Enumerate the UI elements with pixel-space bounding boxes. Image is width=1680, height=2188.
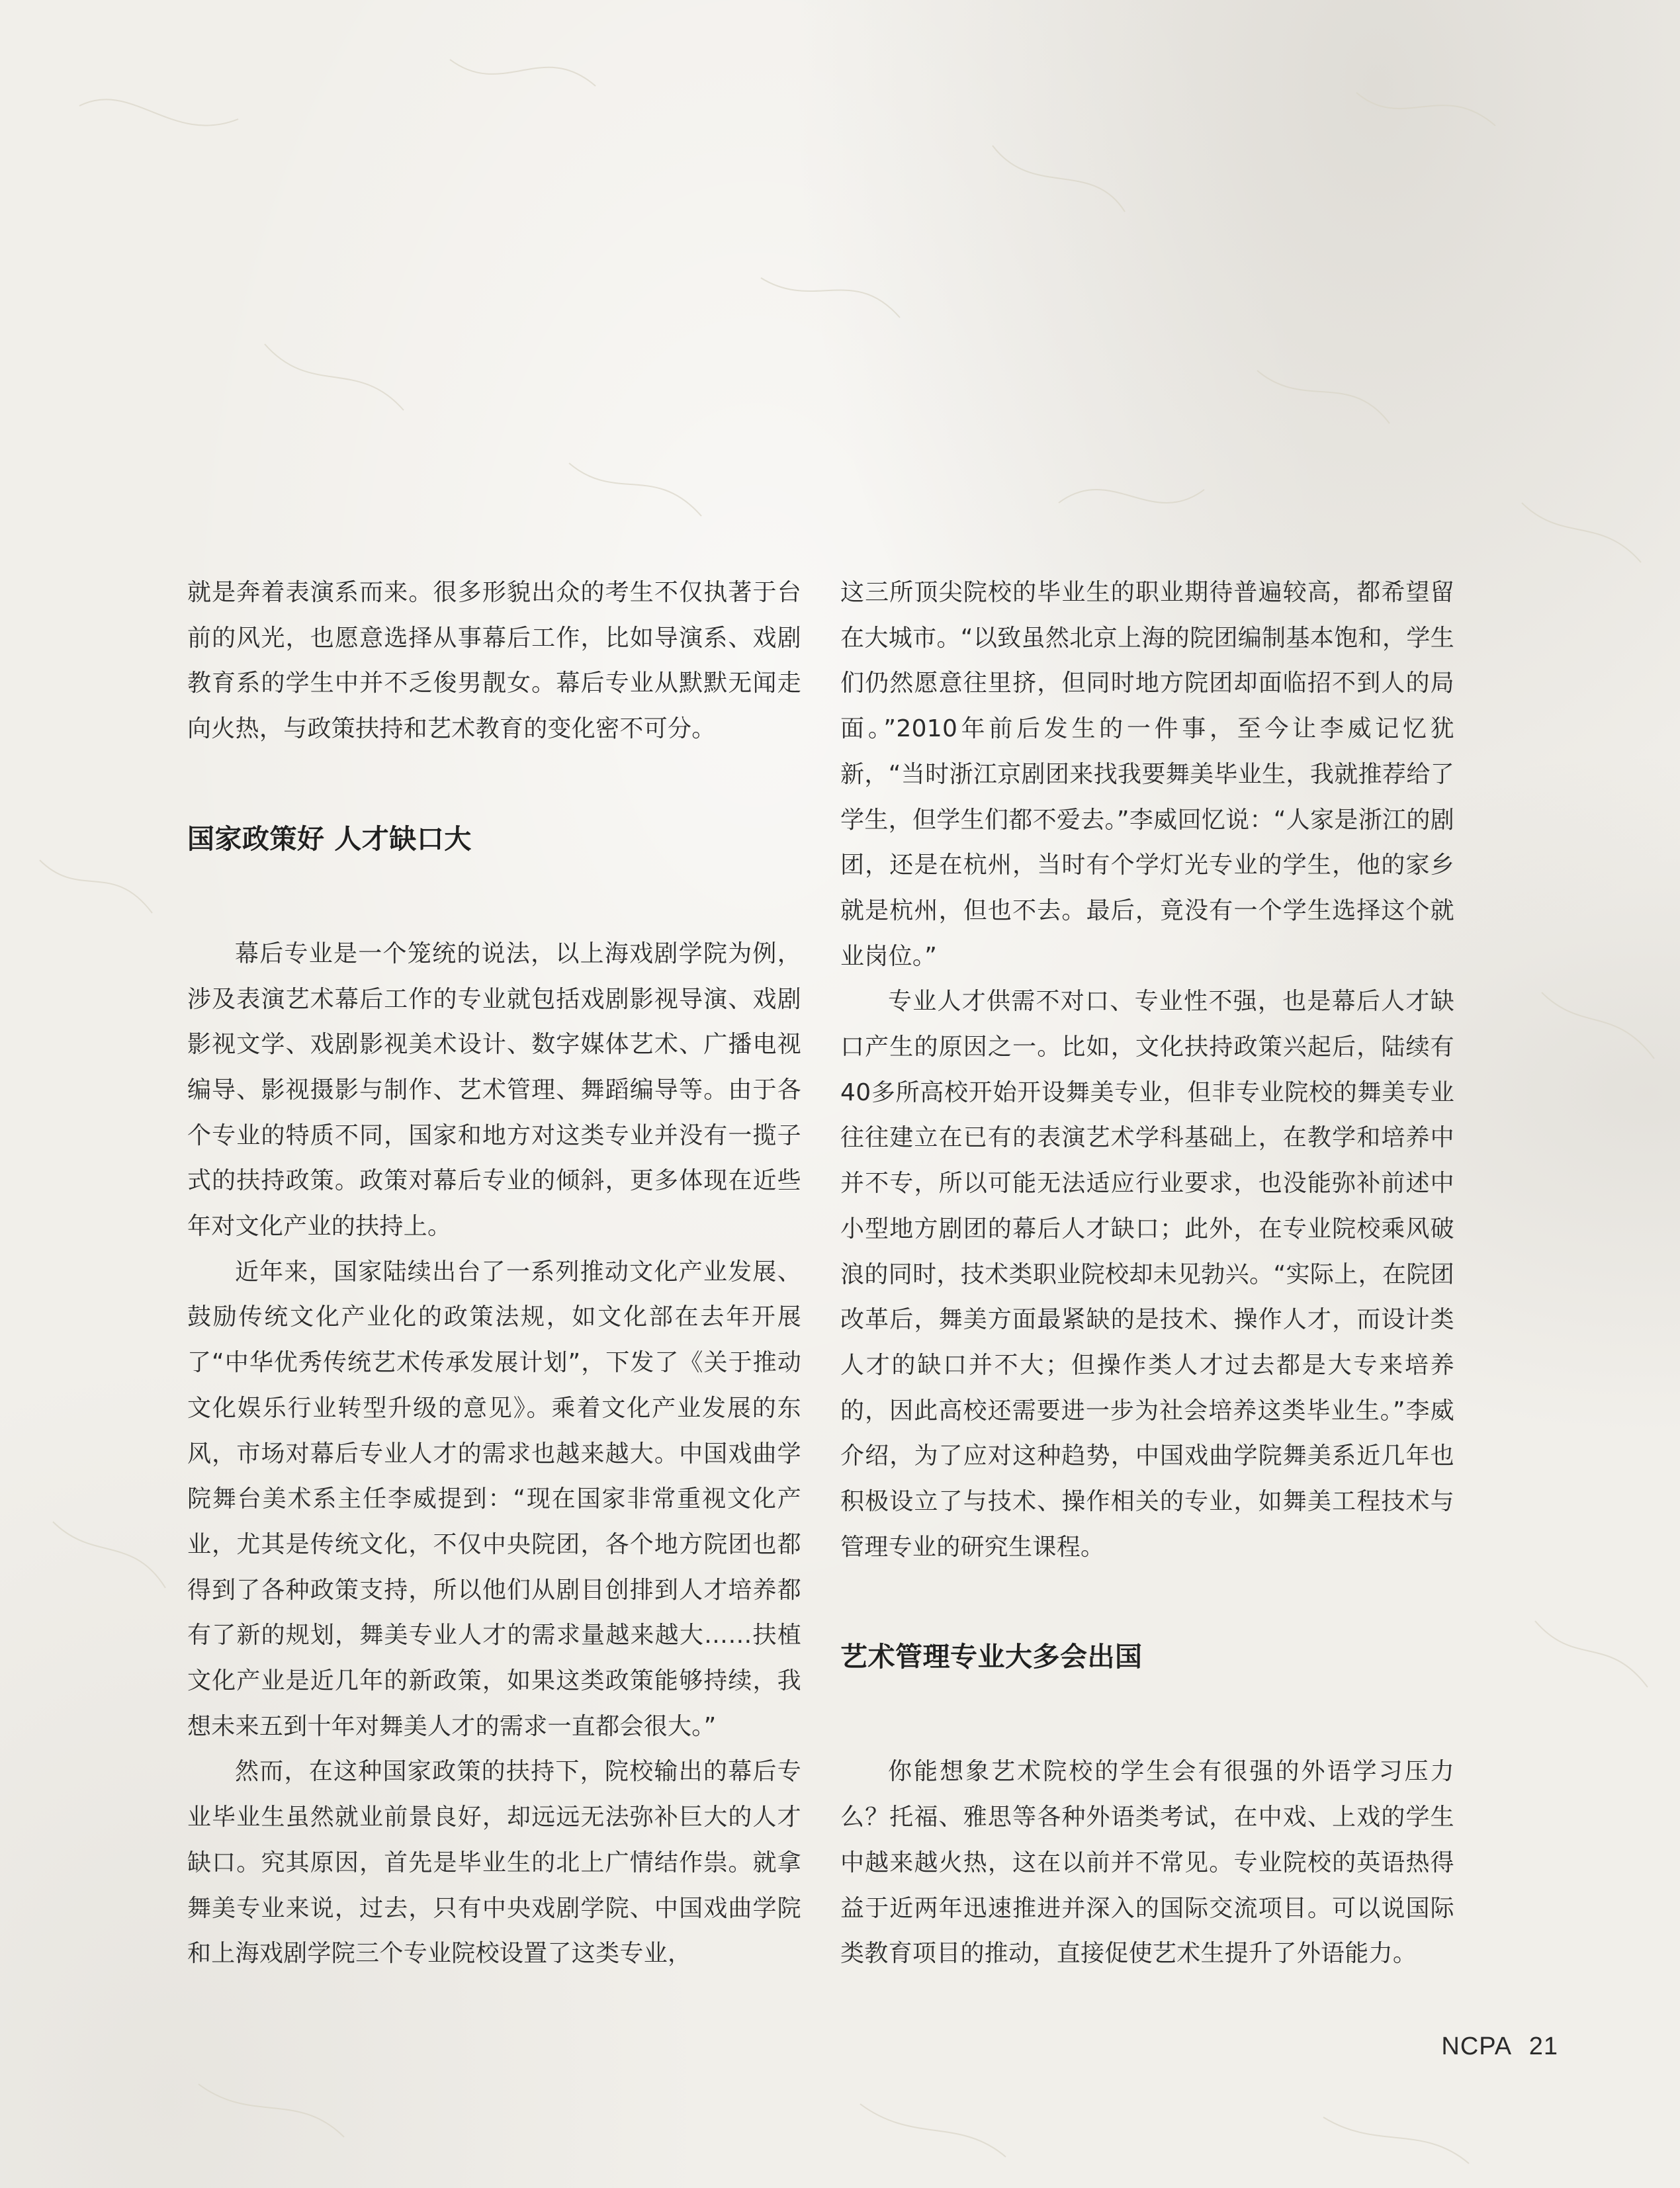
left-column xyxy=(187,570,801,1977)
paragraph: 近年来，国家陆续出台了一系列推动文化产业发展、鼓励传统文化产业化的政策法规，如文化部在去年开展了“中华优秀传统艺术传承发展计划”，下发了《关于推动文化娱乐行业转型升级的意见》。乘着文化产业发展的东风，市场对幕后专业人才的需求也越来越大。中国戏曲学院舞台美术系主任李威提到：“现在国家非常重视文化产业，尤其是传统文化，不仅中央院团，各个地方院团也都得到了各种政策支持，所以他们从剧目创排到人才培养都有了新的规划，舞美专业人才的需求量越来越大……扶植文化产业是近几年的新政策，如果这类政策能够持续，我想未来五到十年对舞美人才的需求一直都会很大。” xyxy=(187,1258,801,1740)
right-column xyxy=(840,570,1454,1977)
paragraph: 这三所顶尖院校的毕业生的职业期待普遍较高，都希望留在大城市。“以致虽然北京上海的院团编制基本饱和，学生们仍然愿意往里挤，但同时地方院团却面临招不到人的局面。”2010年前后发生的一件事，至今让李威记忆犹新，“当时浙江京剧团来找我要舞美毕业生，我就推荐给了学生，但学生们都不爱去。”李威回忆说：“人家是浙江的剧团，还是在杭州，当时有个学灯光专业的学生，他的家乡就是杭州，但也不去。最后，竟没有一个学生选择这个就业岗位。” xyxy=(840,579,1454,970)
paragraph: 幕后专业是一个笼统的说法，以上海戏剧学院为例，涉及表演艺术幕后工作的专业就包括戏剧影视导演、戏剧影视文学、戏剧影视美术设计、数字媒体艺术、广播电视编导、影视摄影与制作、艺术管理、舞蹈编导等。由于各个专业的特质不同，国家和地方对这类专业并没有一揽子式的扶持政策。政策对幕后专业的倾斜，更多体现在近些年对文化产业的扶持上。 xyxy=(187,940,801,1241)
magazine-name: NCPA xyxy=(1441,2033,1513,2060)
paragraph: 你能想象艺术院校的学生会有很强的外语学习压力么？托福、雅思等各种外语类考试，在中戏、上戏的学生中越来越火热，这在以前并不常见。专业院校的英语热得益于近两年迅速推进并深入的国际交流项目。可以说国际类教育项目的推动，直接促使艺术生提升了外语能力。 xyxy=(840,1758,1454,1968)
paragraph: 然而，在这种国家政策的扶持下，院校输出的幕后专业毕业生虽然就业前景良好，却远远无法弥补巨大的人才缺口。究其原因，首先是毕业生的北上广情结作祟。就拿舞美专业来说，过去，只有中央戏剧学院、中国戏曲学院和上海戏剧学院三个专业院校设置了这类专业， xyxy=(187,1758,801,1968)
section-heading: 艺术管理专业大多会出国 xyxy=(840,1641,1143,1673)
page-number: 21 xyxy=(1528,2033,1558,2060)
paragraph: 就是奔着表演系而来。很多形貌出众的考生不仅执著于台前的风光，也愿意选择从事幕后工作，比如导演系、戏剧教育系的学生中并不乏俊男靓女。幕后专业从默默无闻走向火热，与政策扶持和艺术教育的变化密不可分。 xyxy=(187,579,801,743)
page-footer xyxy=(1441,2033,1558,2061)
section-heading: 国家政策好 人才缺口大 xyxy=(187,822,472,855)
paragraph: 专业人才供需不对口、专业性不强，也是幕后人才缺口产生的原因之一。比如，文化扶持政策兴起后，陆续有40多所高校开始开设舞美专业，但非专业院校的舞美专业往往建立在已有的表演艺术学科基础上，在教学和培养中并不专，所以可能无法适应行业要求，也没能弥补前述中小型地方剧团的幕后人才缺口；此外，在专业院校乘风破浪的同时，技术类职业院校却未见勃兴。“实际上，在院团改革后，舞美方面最紧缺的是技术、操作人才，而设计类人才的缺口并不大；但操作类人才过去都是大专来培养的，因此高校还需要进一步为社会培养这类毕业生。”李威介绍，为了应对这种趋势，中国戏曲学院舞美系近几年也积极设立了与技术、操作相关的专业，如舞美工程技术与管理专业的研究生课程。 xyxy=(840,988,1454,1561)
